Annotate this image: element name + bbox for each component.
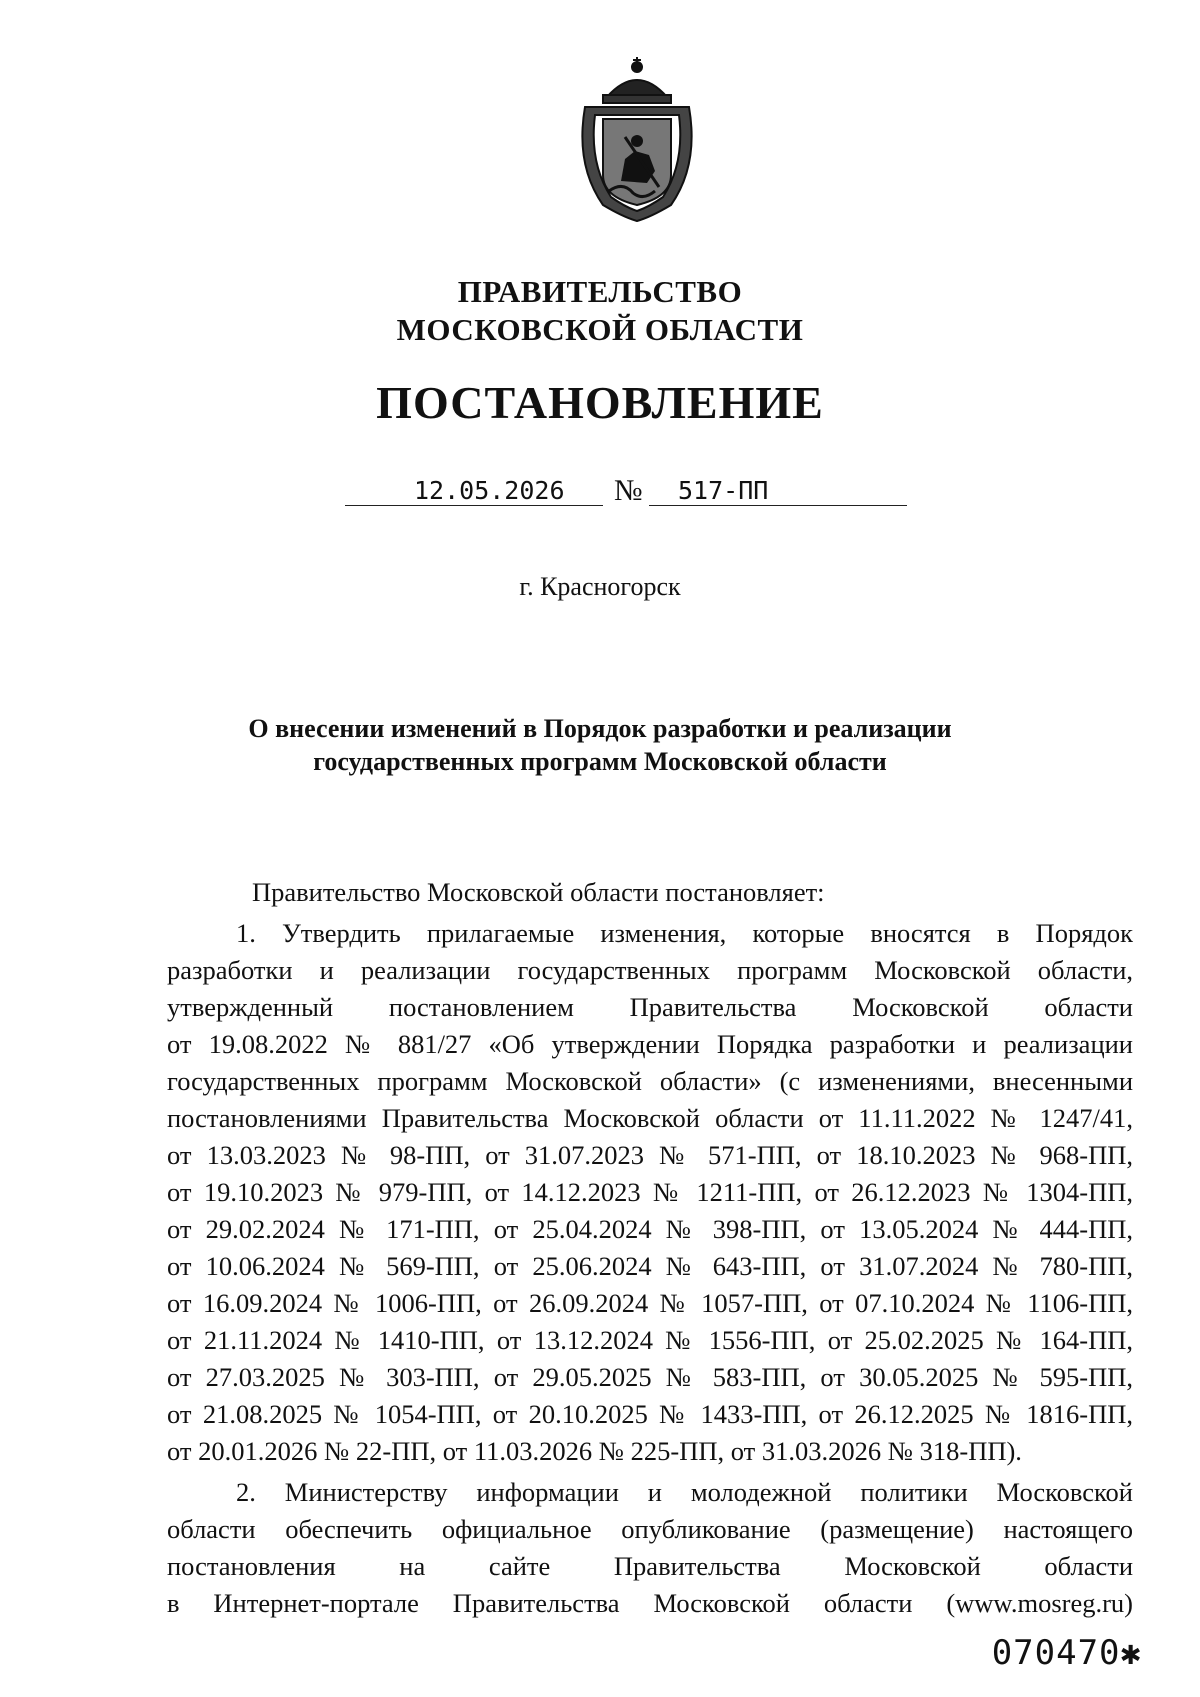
body-line: от 27.03.2025 № 303-ПП, от 29.05.2025 № 583-ПП, от 30.05.2025 № 595-ПП, [167, 1362, 1133, 1392]
body-line: 2. Министерству информации и молодежной политики Московской [236, 1477, 1133, 1507]
body-line: постановлениями Правительства Московской области от 11.11.2022 № 1247/41, [167, 1103, 1133, 1133]
body-line: от 19.08.2022 № 881/27 «Об утверждении Порядка разработки и реализации [167, 1029, 1133, 1059]
serial-stamp [992, 1633, 1142, 1673]
number-underline [649, 505, 907, 506]
body-line: от 21.08.2025 № 1054-ПП, от 20.10.2025 № 1433-ПП, от 26.12.2025 № 1816-ПП, [167, 1399, 1133, 1429]
date-underline [345, 505, 603, 506]
body-line: разработки и реализации государственных программ Московской области, [167, 955, 1133, 985]
coat-of-arms-emblem [563, 55, 711, 223]
body-line: от 16.09.2024 № 1006-ПП, от 26.09.2024 № 1057-ПП, от 07.10.2024 № 1106-ПП, [167, 1288, 1133, 1318]
body-line: от 13.03.2023 № 98-ПП, от 31.07.2023 № 571-ПП, от 18.10.2023 № 968-ПП, [167, 1140, 1133, 1170]
body-line: постановления на сайте Правительства Московской области [167, 1551, 1133, 1581]
body-line: от 10.06.2024 № 569-ПП, от 25.06.2024 № 643-ПП, от 31.07.2024 № 780-ПП, [167, 1251, 1133, 1281]
body-line: области обеспечить официальное опубликование (размещение) настоящего [167, 1514, 1133, 1544]
city-name: г. Красногорск [519, 572, 681, 601]
serial-number: 070470 [991, 1633, 1121, 1673]
document-date: 12.05.2026 [414, 476, 565, 505]
body-line: от 29.02.2024 № 171-ПП, от 25.04.2024 № 398-ПП, от 13.05.2024 № 444-ПП, [167, 1214, 1133, 1244]
body-line: государственных программ Московской области» (с изменениями, внесенными [167, 1066, 1133, 1096]
document-number: 517-ПП [678, 476, 769, 505]
organization-name-line-1: ПРАВИТЕЛЬСТВО [457, 274, 743, 309]
document-type-title: ПОСТАНОВЛЕНИЕ [376, 377, 824, 428]
subject-line-1: О внесении изменений в Порядок разработки и реализации [248, 714, 952, 743]
body-line: 1. Утвердить прилагаемые изменения, которые вносятся в Порядок [236, 918, 1133, 948]
body-line: утвержденный постановлением Правительства Московской области [167, 992, 1133, 1022]
body-line: от 19.10.2023 № 979-ПП, от 14.12.2023 № 1211-ПП, от 26.12.2023 № 1304-ПП, [167, 1177, 1133, 1207]
body-line: в Интернет-портале Правительства Московской области (www.mosreg.ru) [167, 1588, 1133, 1618]
body-line: от 20.01.2026 № 22-ПП, от 11.03.2026 № 225-ПП, от 31.03.2026 № 318-ПП). [167, 1436, 1022, 1466]
organization-name-line-2: МОСКОВСКОЙ ОБЛАСТИ [396, 312, 804, 347]
subject-line-2: государственных программ Московской области [313, 747, 887, 776]
star-icon: ✱ [1120, 1633, 1142, 1673]
preamble: Правительство Московской области постановляет: [252, 877, 825, 907]
body-line: от 21.11.2024 № 1410-ПП, от 13.12.2024 № 1556-ПП, от 25.02.2025 № 164-ПП, [167, 1325, 1133, 1355]
number-sign: № [614, 474, 643, 507]
